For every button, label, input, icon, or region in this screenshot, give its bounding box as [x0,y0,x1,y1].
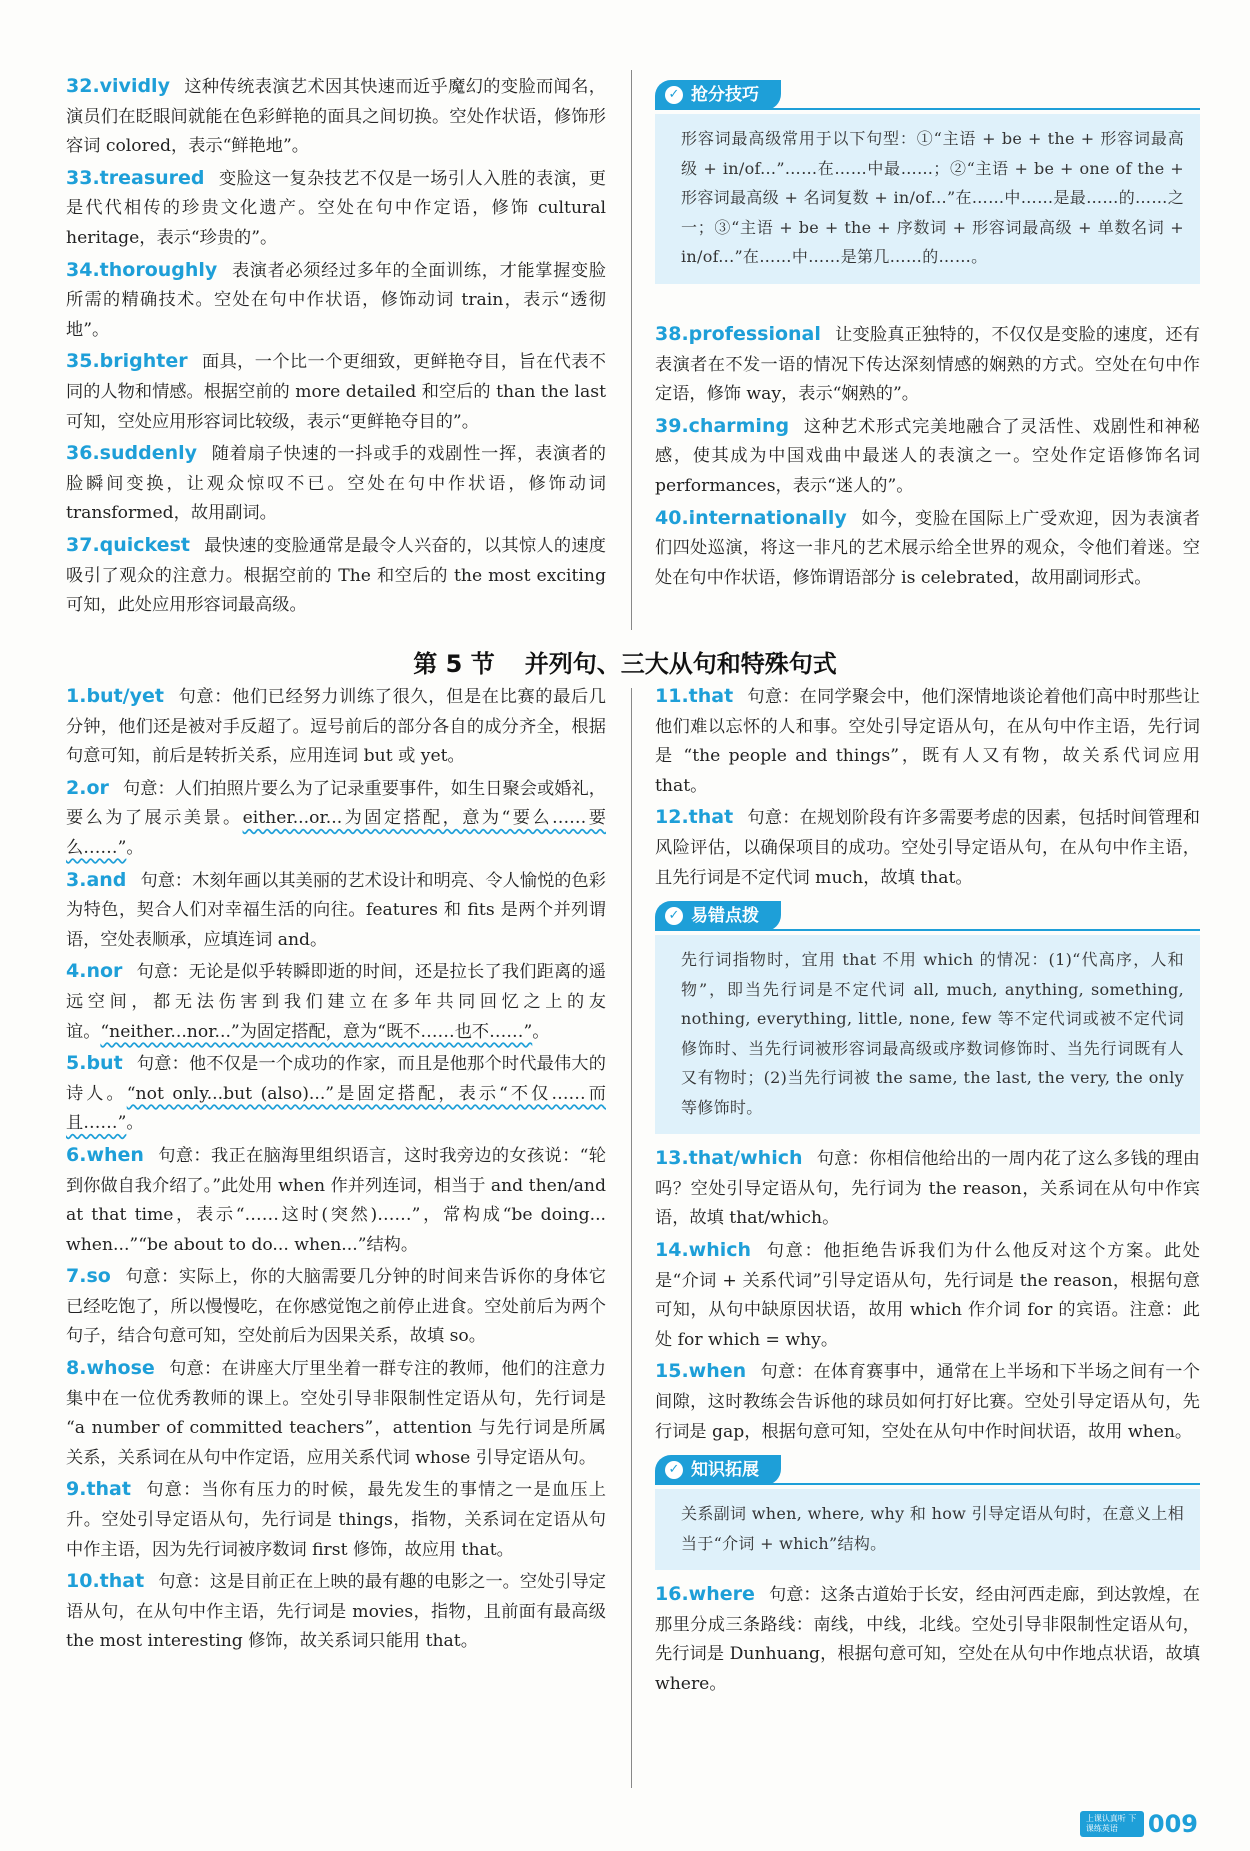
answer-entry [66,774,606,864]
section-title [0,644,1250,679]
explanation-text: 句意：你相信他给出的一周内花了这么多钱的理由吗？空处引导定语从句，先行词为 the reason，关系词在从句中作宾语，故填 that/which。 [655,1149,1200,1229]
answer-entry [66,164,606,254]
explanation-text: 句意：在体育赛事中，通常在上半场和下半场之间有一个间隙，这时教练会告诉他的球员如何打好比赛。空处引导定语从句，先行词是 gap，根据句意可知，空处在从句中作时间状语，故用 when。 [655,1362,1200,1442]
answer-key: 7.so [66,1265,111,1288]
answer-key: 5.but [66,1052,123,1075]
explanation-text: 句意：在同学聚会中，他们深情地谈论着他们高中时那些让他们难以忘怀的人和事。空处引导定语从句，在从句中作主语，先行词是 “the people and things”，既有人又有物，故关系代词应用 that。 [655,687,1200,796]
answer-key: 10.that [66,1570,145,1593]
explanation-text: 句意：他拒绝告诉我们为什么他反对这个方案。此处是“介词 + 关系代词”引导定语从句，先行词是 the reason，根据句意可知，从句中缺原因状语，故用 which 作介词 for 的宾语。注意：此处 for which = why。 [655,1240,1200,1350]
answer-key: 39.charming [655,414,790,437]
answer-entry [66,1567,606,1657]
explanation-text: 句意：当你有压力的时候，最先发生的事情之一是血压上升。空处引导定语从句，先行词是 things，指物，关系词在定语从句中作主语，因为先行词被序数词 first 修饰，故应用 that。 [66,1480,606,1560]
answer-entry [66,1354,606,1473]
answer-entry [655,682,1200,801]
explanation-text: 句意：在规划阶段有许多需要考虑的因素，包括时间管理和风险评估，以确保项目的成功。空处引导定语从句，在从句中作主语，且先行词是不定代词 much，故填 that。 [655,808,1200,888]
fixed-phrase-note: “neither...nor...”为固定搭配，意为“既不……也不……” [100,1021,533,1042]
answer-entry [655,320,1200,410]
fixed-phrase-note: “not only...but (also)...”是固定搭配，表示“不仅……而且……” [66,1083,606,1134]
answer-entry [66,1475,606,1565]
explanation-text: 句意：他们已经努力训练了很久，但是在比赛的最后几分钟，他们还是被对手反超了。逗号前后的部分各自的成分齐全，根据句意可知，前后是转折关系，应用连词 but 或 yet。 [66,687,606,767]
explanation-text: 句意：我正在脑海里组织语言，这时我旁边的女孩说：“轮到你做自我介绍了。”此处用 when 作并列连词，相当于 and then/and at that time，表示“……这时(突然)……”，常构成“be doing... when...”“be about to do... when...”结构。 [66,1145,606,1255]
explanation-text: 变脸这一复杂技艺不仅是一场引人入胜的表演，更是代代相传的珍贵文化遗产。空处在句中作定语，修饰 cultural heritage，表示“珍贵的”。 [66,168,606,248]
tip-text: 先行词指物时，宜用 that 不用 which 的情况：(1)“代高序，人和物”，即当先行词是不定代词 all, much, anything, something, nothing, everything, little, none, few 等不定代词或被不定代词修饰时、当先行词被形容词最高级或序数词修饰时、当先行词既有人又有物时；(2)当先行词被 the same, the last, the very, the only 等修饰时。 [655,935,1200,1134]
tip-text: 形容词最高级常用于以下句型：①“主语 + be + the + 形容词最高级 + in/of...”……在……中最……；②“主语 + be + one of the + 形容词最高级 + 名词复数 + in/of...”在……中……是最……的……之一；③“主语 + be + the + 序数词 + 形容词最高级 + 单数名词 + in/of...”在……中……是第几……的……。 [655,114,1200,284]
answer-key: 37.quickest [66,533,190,556]
answer-key: 1.but/yet [66,685,164,707]
answer-entry [66,347,606,437]
answers-11-12 [655,682,1200,893]
answer-entry [66,682,606,772]
tip-box-error [655,901,1200,1134]
answer-key: 35.brighter [66,350,188,373]
explanation-text: 表演者必须经过多年的全面训练，才能掌握变脸所需的精确技术。空处在句中作状语，修饰动词 train，表示“透彻地”。 [66,260,606,340]
explanation-text: 这种传统表演艺术因其快速而近乎魔幻的变脸而闻名，演员们在眨眼间就能在色彩鲜艳的面具之间切换。空处作状语，修饰形容词 colored，表示“鲜艳地”。 [66,77,606,157]
explanation-text: 句意：他不仅是一个成功的作家，而且是他那个时代最伟大的诗人。 [66,1054,606,1104]
answer-entry [66,957,606,1047]
tip-tab [655,80,781,110]
answer-key: 11.that [655,685,734,707]
answer-entry [655,803,1200,893]
answer-entry [655,1580,1200,1699]
answer-key: 12.that [655,806,734,829]
explanation-text: 句意：在讲座大厅里坐着一群专注的教师，他们的注意力集中在一位优秀教师的课上。空处引导非限制性定语从句，先行词是 “a number of committed teachers”，attention 与先行词是所属关系，关系词在从句中作定语，应用关系代词 whose 引导定语从句。 [66,1359,606,1468]
answers-13-15 [655,1144,1200,1447]
tip-label: 抢分技巧 [691,85,759,105]
answer-key: 3.and [66,868,127,891]
explanation-text: 句意：这是目前正在上映的最有趣的电影之一。空处引导定语从句，在从句中作主语，先行词是 movies，指物，且前面有最高级 the most interesting 修饰，故关系词只能用 that。 [66,1572,606,1652]
explanation-text: 随着扇子快速的一抖或手的戏剧性一挥，表演者的脸瞬间变换，让观众惊叹不已。空处在句中作状语，修饰动词 transformed，故用副词。 [66,444,606,524]
explanation-text: 句意：这条古道始于长安，经由河西走廊，到达敦煌，在那里分成三条路线：南线，中线，北线。空处引导非限制性定语从句，先行词是 Dunhuang，根据句意可知，空处在从句中作地点状语，故填 where。 [655,1585,1200,1694]
explanation-text: 这种艺术形式完美地融合了灵活性、戏剧性和神秘感，使其成为中国戏曲中最迷人的表演之一。空处作定语修饰名词 performances，表示“迷人的”。 [655,416,1200,496]
answer-entry [66,866,606,956]
bottom-right-column [655,682,1200,1701]
explanation-text: 如今，变脸在国际上广受欢迎，因为表演者们四处巡演，将这一非凡的艺术展示给全世界的观众，令他们着迷。空处在句中作状语，修饰谓语部分 is celebrated，故用副词形式。 [655,508,1200,588]
answer-entry [66,1049,606,1139]
answer-key: 14.which [655,1238,752,1261]
answer-entry [66,439,606,529]
answer-key: 38.professional [655,323,821,345]
tip-rule [755,929,1200,931]
tip-label: 知识拓展 [691,1460,759,1481]
answer-key: 2.or [66,776,109,799]
answer-entry [655,1236,1200,1355]
tip-text: 关系副词 when, where, why 和 how 引导定语从句时，在意义上相当于“介词 + which”结构。 [655,1489,1200,1570]
top-left-column [66,72,606,623]
tip-box-scoring [655,80,1200,284]
answer-entry [655,1144,1200,1234]
section-number: 第 5 节 [413,650,495,678]
answer-key: 4.nor [66,960,123,983]
explanation-text: 句意：无论是似乎转瞬即逝的时间，还是拉长了我们距离的遥远空间，都无法伤害到我们建立在多年共同回忆之上的友谊。 [66,962,606,1042]
answer-entry [66,256,606,346]
explanation-text: 句意：木刻年画以其美丽的艺术设计和明亮、令人愉悦的色彩为特色，契合人们对幸福生活的向往。features 和 fits 是两个并列谓语，空处表顺承，应填连词 and。 [66,870,606,950]
explanation-text: 让变脸真正独特的，不仅仅是变脸的速度，还有表演者在不发一语的情况下传达深刻情感的娴熟的方式。空处在句中作定语，修饰 way，表示“娴熟的”。 [655,325,1200,405]
answer-entry [66,1262,606,1352]
tip-box-extension [655,1455,1200,1570]
answer-entry [655,1357,1200,1447]
answer-entry [66,1141,606,1260]
page-footer [1080,1810,1198,1838]
explanation-text: 句意：实际上，你的大脑需要几分钟的时间来告诉你的身体它已经吃饱了，所以慢慢吃，在你感觉饱之前停止进食。空处前后为两个句子，结合句意可知，空处前后为因果关系，故填 so。 [66,1267,606,1347]
punctuation: 。 [126,1113,144,1134]
tip-label: 易错点拨 [691,906,759,927]
check-icon: ✓ [665,1461,683,1479]
answer-key: 9.that [66,1478,131,1501]
section-name: 并列句、三大从句和特殊句式 [524,650,837,678]
answer-key: 32.vividly [66,75,170,97]
answer-key: 16.where [655,1583,755,1606]
answer-key: 13.that/which [655,1147,803,1170]
answers-16 [655,1580,1200,1699]
column-divider-top [631,70,632,630]
punctuation: 。 [126,837,144,858]
explanation-text: 句意：人们拍照片要么为了记录重要事件，如生日聚会或婚礼，要么为了展示美景。 [66,778,606,829]
fixed-phrase-note: either...or...为固定搭配，意为“要么……要么……” [66,808,606,858]
answer-key: 6.when [66,1143,144,1166]
answer-key: 40.internationally [655,506,847,529]
punctuation: 。 [532,1021,550,1042]
page-number: 009 [1147,1810,1198,1838]
tip-rule [755,1483,1200,1485]
answer-entry [66,531,606,621]
check-icon: ✓ [665,86,683,104]
tip-tab [655,901,781,931]
column-divider-bottom [631,688,632,1788]
tip-rule [755,108,1200,110]
explanation-text: 最快速的变脸通常是最令人兴奋的，以其惊人的速度吸引了观众的注意力。根据空前的 The 和空后的 the most exciting 可知，此处应用形容词最高级。 [66,535,606,616]
bottom-left-column [66,682,606,1659]
answer-key: 34.thoroughly [66,258,218,281]
answer-entry [655,412,1200,502]
answer-key: 8.whose [66,1357,155,1380]
top-right-column [655,320,1200,595]
tip-tab [655,1455,781,1485]
check-icon: ✓ [665,907,683,925]
explanation-text: 面具，一个比一个更细致，更鲜艳夺目，旨在代表不同的人物和情感。根据空前的 more detailed 和空后的 than the last 可知，空处应用形容词比较级，表示“更鲜艳夺目的”。 [66,352,606,432]
answer-key: 36.suddenly [66,442,198,465]
answer-entry [655,504,1200,594]
answer-entry [66,72,606,162]
answer-key: 15.when [655,1360,747,1383]
footer-badge: 上课认真听 下课练英语 [1080,1811,1144,1837]
answer-key: 33.treasured [66,166,205,189]
